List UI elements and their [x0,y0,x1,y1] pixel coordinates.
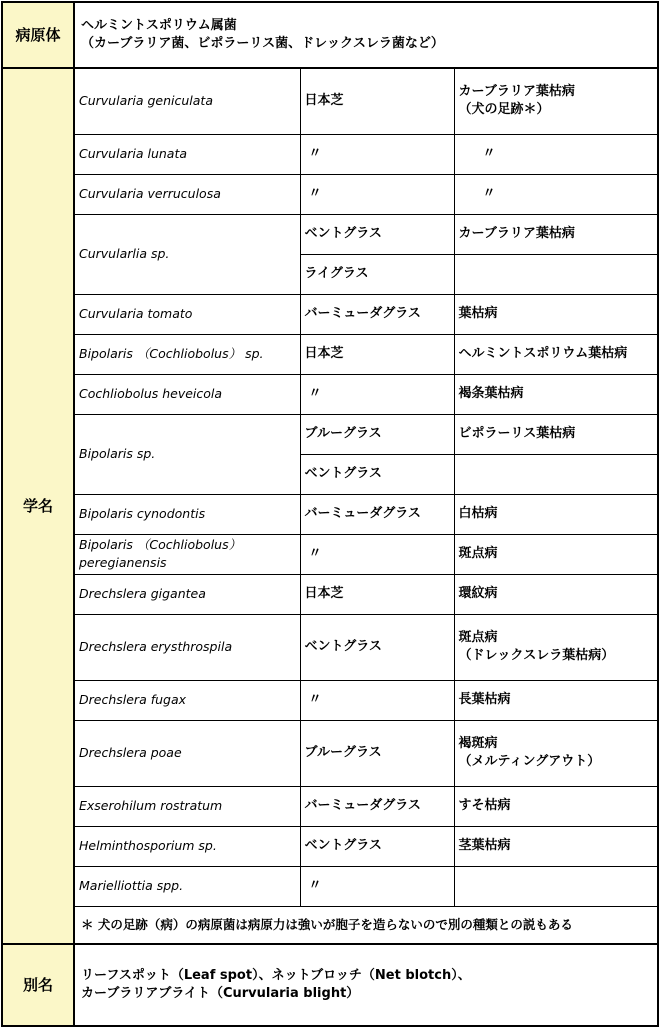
table-row [2,534,658,574]
disease-name: 褐条葉枯病 [454,374,658,414]
host-plant: 〃 [300,680,454,720]
pathogen-value [74,2,658,68]
scientific-name: Marielliottia spp. [74,866,300,906]
scientific-name-line-2: peregianensis [79,555,167,570]
host-plant: ブルーグラス [300,414,454,454]
table-row [2,614,658,680]
host-plant: 〃 [300,174,454,214]
note-row [2,906,658,944]
scientific-name: Cochliobolus heveicola [74,374,300,414]
scientific-name: Curvularia verruculosa [74,174,300,214]
alias-row [2,944,658,1026]
disease-name [454,866,658,906]
table-row [2,826,658,866]
host-plant: ベントグラス [300,214,454,254]
host-plant: 〃 [300,134,454,174]
pathogen-line-2: （カーブラリア菌、ビポラーリス菌、ドレックスレラ菌など） [81,36,444,51]
host-plant: 〃 [300,534,454,574]
scientific-label: 学名 [2,68,74,944]
disease-line-2: （メルティングアウト） [458,754,601,769]
scientific-name: Bipolaris （Cochliobolus） sp. [74,334,300,374]
scientific-name: Bipolaris sp. [74,414,300,494]
disease-name: 〃 [454,174,658,214]
disease-name [454,720,658,786]
alias-line-2: カーブラリアブライト（Curvularia blight） [81,986,360,1001]
disease-name: 茎葉枯病 [454,826,658,866]
pathogen-label: 病原体 [2,2,74,68]
alias-label: 別名 [2,944,74,1026]
disease-name: 斑点病 [454,534,658,574]
disease-name [454,254,658,294]
scientific-name: Curvularia geniculata [74,68,300,134]
disease-name [454,454,658,494]
host-plant: バーミューダグラス [300,786,454,826]
table-row [2,334,658,374]
host-plant: 〃 [300,374,454,414]
pathogen-line-1: ヘルミントスポリウム属菌 [81,18,237,33]
disease-name: 長葉枯病 [454,680,658,720]
alias-line-1: リーフスポット（Leaf spot）、ネットブロッチ（Net blotch）、 [81,968,471,983]
scientific-name: Drechslera erysthrospila [74,614,300,680]
host-plant: 日本芝 [300,334,454,374]
host-plant: ライグラス [300,254,454,294]
scientific-name: Curvularia tomato [74,294,300,334]
host-plant: ベントグラス [300,826,454,866]
table-row [2,574,658,614]
pathogen-table [1,1,659,1027]
disease-line-1: カーブラリア葉枯病 [458,84,575,100]
disease-name: 〃 [454,134,658,174]
disease-name [454,68,658,134]
scientific-name: Drechslera fugax [74,680,300,720]
host-plant: 日本芝 [300,68,454,134]
table-row [2,680,658,720]
alias-value [74,944,658,1026]
host-plant: ベントグラス [300,454,454,494]
disease-line-2: （犬の足跡＊） [458,102,550,118]
host-plant: ベントグラス [300,614,454,680]
disease-name: カーブラリア葉枯病 [454,214,658,254]
scientific-name: Curvularlia sp. [74,214,300,294]
host-plant: バーミューダグラス [300,294,454,334]
scientific-name: Exserohilum rostratum [74,786,300,826]
scientific-name [74,534,300,574]
disease-name: 白枯病 [454,494,658,534]
disease-line-2: （ドレックスレラ葉枯病） [458,648,615,663]
table-row [2,414,658,454]
table-row [2,786,658,826]
pathogen-row [2,2,658,68]
footnote: ＊ 犬の足跡（病）の病原菌は病原力は強いが胞子を造らないので別の種類との説もある [74,906,658,944]
host-plant: バーミューダグラス [300,494,454,534]
host-plant: 日本芝 [300,574,454,614]
table-row [2,374,658,414]
table-row [2,134,658,174]
host-plant: ブルーグラス [300,720,454,786]
table-row [2,494,658,534]
disease-name: すそ枯病 [454,786,658,826]
scientific-name: Drechslera gigantea [74,574,300,614]
disease-name [454,614,658,680]
scientific-name-line-1: Bipolaris （Cochliobolus） [79,537,242,552]
disease-line-1: 褐斑病 [458,736,498,751]
table-row [2,866,658,906]
table-row [2,68,658,134]
table-row [2,174,658,214]
scientific-name: Helminthosporium sp. [74,826,300,866]
disease-name: 葉枯病 [454,294,658,334]
disease-line-1: 斑点病 [458,630,498,645]
table-row [2,720,658,786]
table-row [2,294,658,334]
scientific-name: Drechslera poae [74,720,300,786]
disease-name: 環紋病 [454,574,658,614]
disease-name: ビポラーリス葉枯病 [454,414,658,454]
host-plant: 〃 [300,866,454,906]
scientific-name: Bipolaris cynodontis [74,494,300,534]
table-row [2,214,658,254]
disease-name: ヘルミントスポリウム葉枯病 [454,334,658,374]
scientific-name: Curvularia lunata [74,134,300,174]
